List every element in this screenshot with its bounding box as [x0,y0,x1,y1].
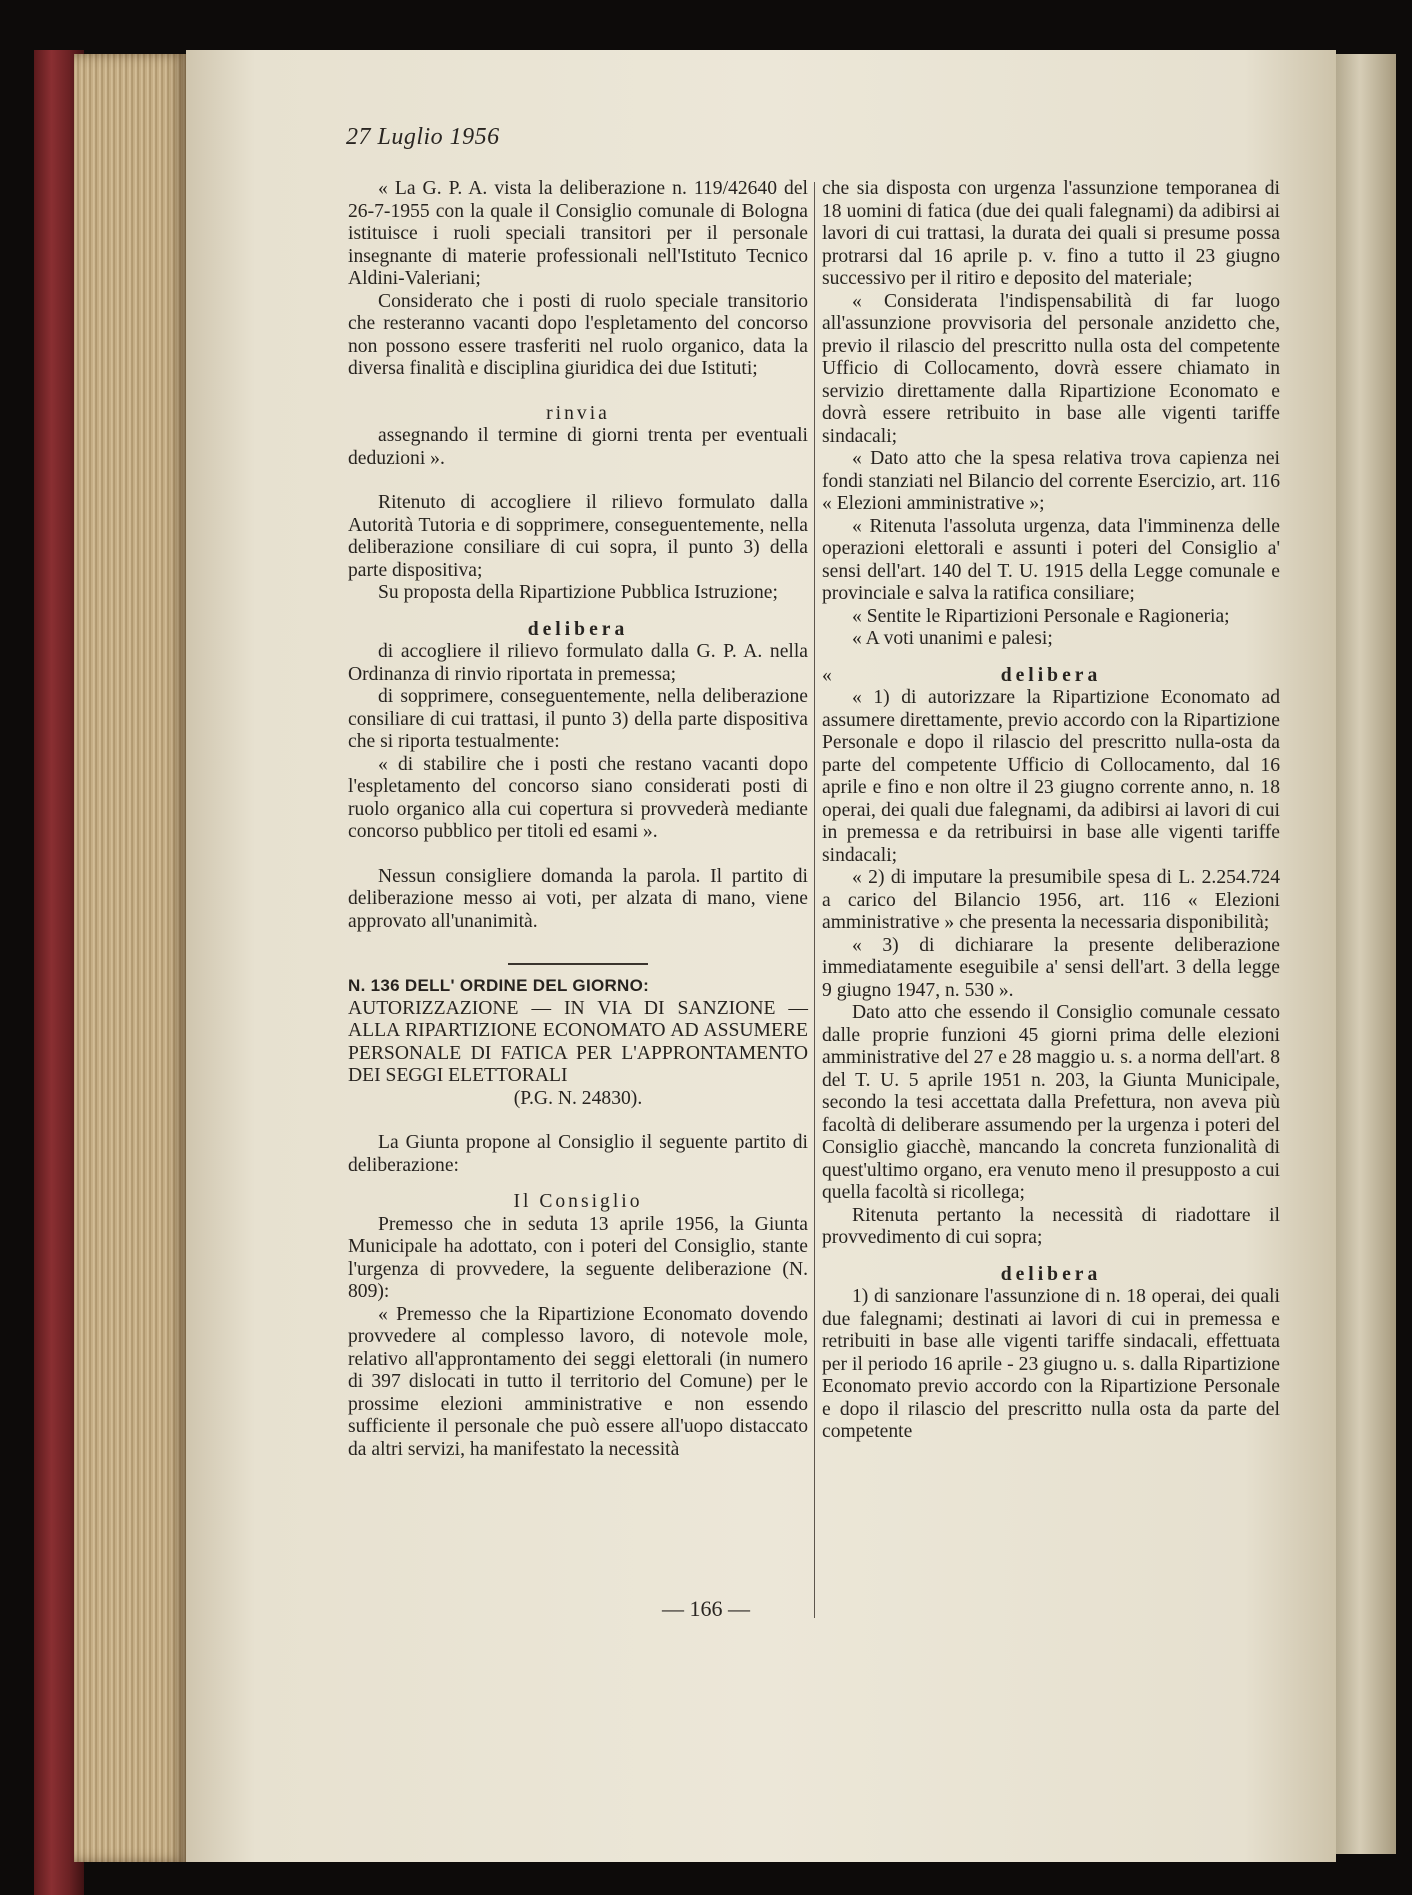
agenda-item-number: N. 136 DELL' ORDINE DEL GIORNO: [348,976,650,995]
paragraph: Ritenuto di accogliere il rilievo formulato dalla Autorità Tutoria e di sopprimere, conseguentemente, nella deliberazione consiliare di cui sopra, il punto 3) della parte dispositiva; [348,492,808,581]
column-divider [814,182,815,1618]
paragraph: « Considerata l'indispensabilità di far luogo all'assunzione provvisoria del personale anzidetto che, previo il rilascio del prescritto nulla osta del competente Ufficio di Collocamento, dovrà essere chiamato in servizio direttamente dalla Ripartizione Economato e dovrà essere retribuito in base alle vigenti tariffe sindacali; [822,290,1280,447]
delibera-heading: delibera [1000,664,1102,686]
paragraph: Su proposta della Ripartizione Pubblica Istruzione; [378,582,778,603]
paragraph: « 3) di dichiarare la presente deliberazione immediatamente eseguibile a' sensi dell'art. 3 della legge 9 giugno 1947, n. 530 ». [822,934,1280,1001]
paragraph: « 1) di autorizzare la Ripartizione Economato ad assumere direttamente, previo accordo con la Ripartizione Personale e dopo il rilascio del prescritto nulla-osta da parte del competente Ufficio di Collocamento, dal 16 aprile e fino e non oltre il 23 giugno corrente anno, n. 18 operai, dei quali due falegnami, da adibirsi ai lavori di cui in premessa e da retribuirsi in base alle vigenti tariffe sindacali; [822,687,1280,866]
paragraph: « Sentite le Ripartizioni Personale e Ragioneria; [852,605,1230,627]
book-page-edges [74,54,186,1862]
paragraph: Ritenuta pertanto la necessità di riadottare il provvedimento di cui sopra; [822,1204,1280,1248]
paragraph: « di stabilire che i posti che restano vacanti dopo l'espletamento del concorso siano considerati posti di ruolo organico alla cui copertura si provvederà mediante concorso pubblico per titoli ed esami ». [348,753,808,842]
paragraph: di accogliere il rilievo formulato dalla G. P. A. nella Ordinanza di rinvio riportata in premessa; [348,641,808,685]
delibera-heading: delibera [1000,1263,1102,1285]
paragraph: Nessun consigliere domanda la parola. Il partito di deliberazione messo ai voti, per alzata di mano, viene approvato all'unanimità. [348,865,808,932]
left-column [348,178,808,1461]
rinvia-heading: rinvia [546,402,610,424]
paragraph: « Ritenuta l'assoluta urgenza, data l'imminenza delle operazioni elettorali e assunti i poteri del Consiglio a' sensi dell'art. 140 del T. U. 1915 della Legge comunale e provinciale e salva la ratifica consiliare; [822,515,1280,604]
paragraph: « Premesso che la Ripartizione Economato dovendo provvedere al complesso lavoro, di notevole mole, relativo all'approntamento dei seggi elettorali (in numero di 397 dislocati in tutto il territorio del Comune) per le prossime elezioni amministrative e non essendo sufficiente il personale che può essere all'uopo distaccato da altri servizi, ha manifestato la necessità [348,1303,808,1460]
delibera-heading-quoted [822,665,1280,688]
paragraph: « 2) di imputare la presumibile spesa di L. 2.254.724 a carico del Bilancio 1956, art. 116 « Elezioni amministrative » che presenta la necessaria disponibilità; [822,867,1280,933]
paragraph: assegnando il termine di giorni trenta per eventuali deduzioni ». [348,425,808,469]
delibera-heading: delibera [527,618,629,640]
paragraph: « Dato atto che la spesa relativa trova capienza nei fondi stanziati nel Bilancio del corrente Esercizio, art. 116 « Elezioni amministrative »; [822,448,1280,514]
page-number: — 166 — [662,1596,750,1621]
page-date-header: 27 Luglio 1956 [346,124,500,150]
il-consiglio-heading: Il Consiglio [513,1191,643,1212]
paragraph: « A voti unanimi e palesi; [852,628,1053,649]
paragraph: Premesso che in seduta 13 aprile 1956, la Giunta Municipale ha adottato, con i poteri del Consiglio, stante l'urgenza di provvedere, la seguente deliberazione (N. 809): [348,1213,808,1302]
quote-mark: « [822,664,832,686]
next-page-edge [1336,54,1396,1854]
book-page [186,50,1336,1862]
paragraph: che sia disposta con urgenza l'assunzione temporanea di 18 uomini di fatica (due dei quali falegnami) da adibirsi ai lavori di cui trattasi, la durata dei quali si presume possa protrarsi dal 16 aprile p. v. fino a tutto il 23 giugno successivo per il ritiro e deposito del materiale; [822,178,1280,289]
paragraph: 1) di sanzionare l'assunzione di n. 18 operai, dei quali due falegnami; destinati ai lavori di cui in premessa e retribuiti in base alle vigenti tariffe sindacali, effettuata per il periodo 16 aprile - 23 giugno u. s. dalla Ripartizione Economato previo accordo con la Ripartizione Personale e dopo il rilascio del prescritto nulla osta da parte del competente [822,1286,1280,1442]
paragraph: Dato atto che essendo il Consiglio comunale cessato dalle proprie funzioni 45 giorni prima delle elezioni amministrative del 27 e 28 maggio u. s. a norma dell'art. 8 del T. U. 5 aprile 1951 n. 203, la Giunta Municipale, secondo la tesi accettata dalla Prefettura, non aveva più facoltà di deliberare assumendo per la urgenza i poteri del Consiglio giacchè, mancando la concreta funzionalità di quest'ultimo organo, era venuto meno il presupposto a cui quella facoltà si ricollega; [822,1002,1280,1203]
agenda-item-title: AUTORIZZAZIONE — IN VIA DI SANZIONE — ALLA RIPARTIZIONE ECONOMATO AD ASSUMERE PERSONALE DI FATICA PER L'APPRONTAMENTO DEI SEGGI ELETTORALI [348,997,808,1086]
section-rule [508,963,648,965]
paragraph: di sopprimere, conseguentemente, nella deliberazione consiliare di cui trattasi, il punto 3) della parte dispositiva che si riporta testualmente: [348,686,808,752]
paragraph: « La G. P. A. vista la deliberazione n. 119/42640 del 26-7-1955 con la quale il Consiglio comunale di Bologna istituisce i ruoli speciali transitori per il personale insegnante di materie professionali nell'Istituto Tecnico Aldini-Valeriani; [348,178,808,289]
agenda-item-reference: (P.G. N. 24830). [513,1087,643,1109]
paragraph: Considerato che i posti di ruolo speciale transitorio che resteranno vacanti dopo l'espletamento del concorso non possono essere trasferiti nel ruolo organico, data la diversa finalità e disciplina giuridica dei due Istituti; [348,290,808,379]
right-column [822,178,1280,1444]
paragraph: La Giunta propone al Consiglio il seguente partito di deliberazione: [348,1132,808,1176]
